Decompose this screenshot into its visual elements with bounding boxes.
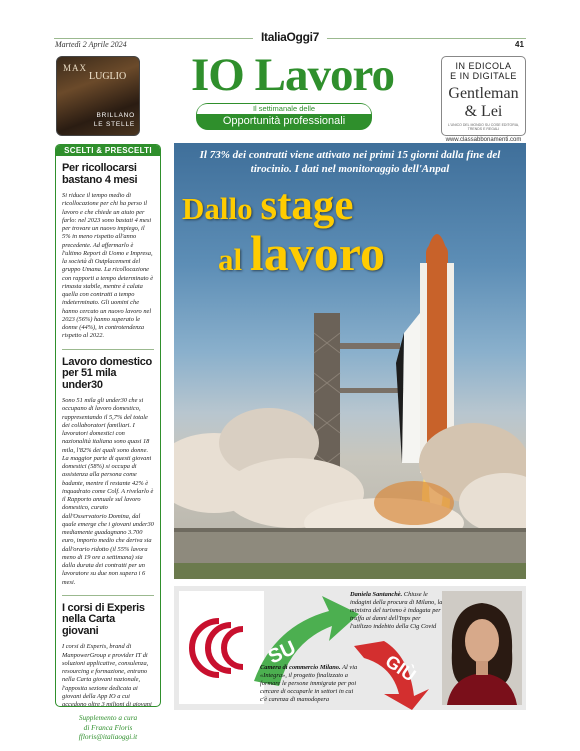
supplement-line2: di Franca Floris [83, 722, 133, 732]
article-title: Lavoro domestico per 51 mila under30 [62, 355, 152, 391]
page-number: 41 [515, 40, 524, 49]
headline-part-a: Dallo [182, 191, 261, 226]
su-caption [260, 664, 360, 704]
promo-left-line3: BRILLANO [96, 112, 135, 120]
hero-subtitle: Il 73% dei contratti viene attivato nei primi 15 giorni dalla fine del tirocinio. I dati nel monitoraggio dell'Anpal [199, 149, 501, 175]
portrait-icon [442, 591, 522, 705]
promo-right-brand-tagline: L'UNICO DEL MONDO SU COSE EDITORIA, TRENDS E REGALI [447, 123, 520, 131]
supplement-credit [55, 713, 161, 742]
promo-magazine-left[interactable] [56, 56, 140, 136]
giu-caption-text: Chiuse le indagini della procura di Milano, la ministra del turismo è indagata per truffa ai danni dell'Inps per l'utilizzo indebito della Cig Covid [350, 591, 443, 631]
promo-left-line4: LE STELLE [93, 120, 135, 128]
sidebar-article [56, 357, 160, 587]
giu-caption [350, 591, 443, 631]
article-divider [62, 349, 154, 350]
masthead: ItaliaOggi7 [253, 30, 327, 44]
external-tank-icon [426, 243, 448, 458]
su-label: SU [264, 636, 300, 669]
article-title: Per ricollocarsi bastano 4 mesi [62, 162, 138, 186]
sidebar-header: SCELTI & PRESCELTI [56, 145, 160, 156]
article-title: I corsi di Experis nella Carta giovani [62, 601, 145, 637]
headline-part-b: stage [260, 182, 354, 229]
promo-right-line1: IN EDICOLA [455, 61, 512, 71]
supplement-email[interactable]: ffloris@italiaoggi.it [78, 732, 138, 741]
promo-left-caption [94, 112, 135, 129]
promo-right-brand: Gentleman & Lei [448, 85, 519, 120]
giu-label: GIÙ [381, 650, 420, 686]
hero-feature[interactable] [174, 143, 526, 579]
tagline-small: Il settimanale delle [197, 104, 371, 114]
giu-caption-name: Daniela Santanchè. [350, 591, 403, 598]
sidebar-scelti-prescelti [55, 144, 161, 707]
issue-date: Martedì 2 Aprile 2024 [55, 40, 127, 49]
sidebar-article [56, 163, 160, 341]
down-arrow-icon [354, 641, 429, 710]
headline-part-d: lavoro [249, 225, 386, 281]
supplement-line1: Supplemento a cura [78, 713, 138, 722]
su-caption-text: Al via «Integra», il progetto finalizzato a formare le persone immigrate per poi cercare di occuparle in settori in cui c'è carenza di manodopera [260, 664, 358, 704]
article-body: Sono 51 mila gli under30 che si occupano di lavoro domestico, rappresentando il 5,7% del totale dei collaboratori familiari. I lavoratori domestici con nazionalità italiana sono quasi 18 mila, l'82% dei quali sono donne. La maggior parte di questi giovani domestici (58%) si occupa di assistenza alla persona come badante, mentre il restante 42% è inquadrato come Colf. A rivelarlo è il Rapporto annuale sul lavoro domestico, curato dall'Osservatorio Domina, dal quale emerge che i giovani under30 mediamente guadagnano 3.700 euro, importo medio che deriva sia dall'orario ridotto (il 55% lavora meno di 19 ore a settimana) sia dalla durata dei contratti per un lavoratore su due non supera i 6 mesi. [62, 397, 154, 586]
promo-magazine-right[interactable] [441, 56, 526, 143]
article-body: Si riduce il tempo medio di ricollocazione per chi ha perso il lavoro e che chiede un aiuto per farlo: nel 2023 sono bastati 4 mesi per trovare un nuovo impiego, il 5% in meno rispetto all'anno precedente. Ad affermarlo è l'ultimo Report di Uomo e Impresa, la società di Outplacement del gruppo Umana. La ricollocazione con rapporti a tempo determinato è rimasta stabile, mentre è calata quella con contratti a tempo indeterminato. Gli uomini che hanno cercato un nuovo lavoro nel 2023 (56%) hanno superato le donne (44%), in controtendenza rispetto al 2022. [62, 192, 154, 340]
headline-part-c: al [218, 242, 250, 277]
promo-right-line2: E IN DIGITALE [450, 71, 517, 81]
sidebar-article [56, 603, 160, 707]
article-divider [62, 595, 154, 596]
section-title: IO Lavoro [191, 49, 394, 101]
promo-right-label [442, 61, 525, 81]
promo-left-line2: LUGLIO [89, 71, 127, 82]
promo-right-site-link[interactable]: www.classabbonamenti.com [445, 137, 522, 143]
portrait-photo [442, 591, 522, 705]
article-body: I corsi di Experis, brand di ManpowerGroup e provider IT di soluzioni applicative, consulenza, resourcing e formazione, entrano nella Carta giovani nazionale, l'apposita sezione dedicata ai giovani della App IO a cui accedono oltre 3 milioni di giovani [62, 643, 152, 707]
section-tagline [196, 103, 372, 130]
su-giu-strip [174, 586, 526, 710]
orbiter-icon [402, 313, 420, 463]
hero-headline [182, 182, 386, 281]
su-caption-name: Camera di commercio Milano. [260, 664, 341, 671]
promo-left-line1: MAX [63, 63, 88, 73]
tagline-big: Opportunità professionali [222, 115, 346, 127]
